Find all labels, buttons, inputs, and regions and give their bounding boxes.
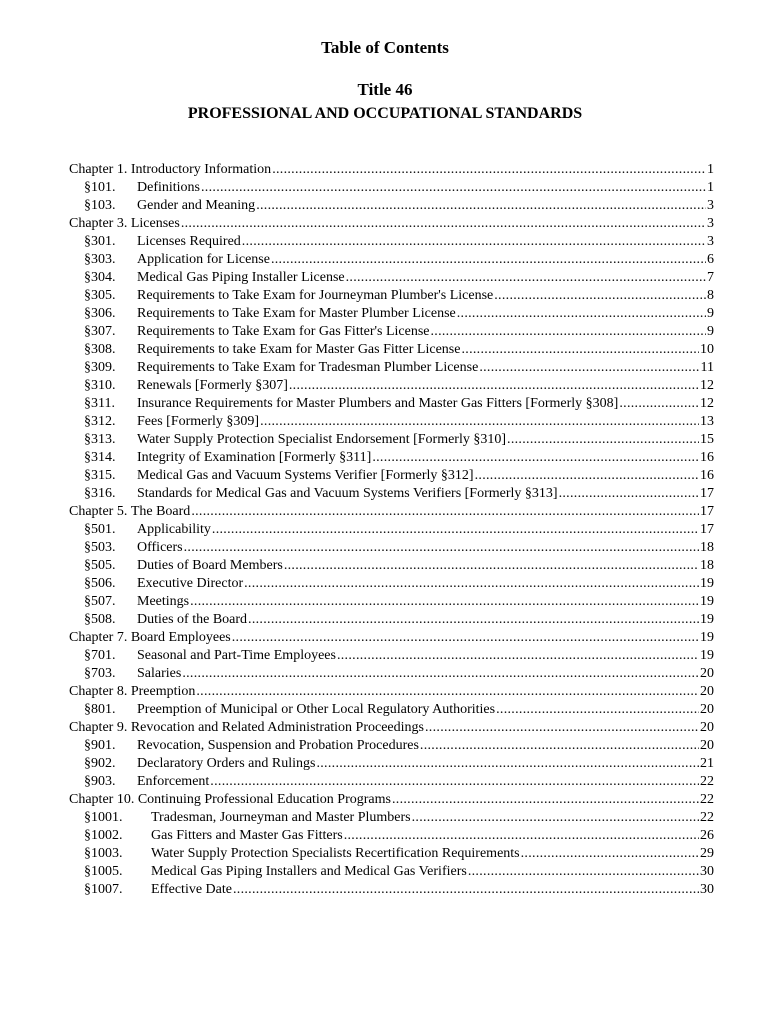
dot-leader	[190, 593, 699, 611]
dot-leader	[479, 359, 699, 377]
page-number: 19	[700, 576, 714, 591]
section-number: §503.	[84, 540, 116, 555]
toc-section-row[interactable]	[69, 863, 714, 881]
section-title: Executive Director	[137, 576, 244, 591]
section-title: Medical Gas Piping Installers and Medical Gas Verifiers	[151, 864, 467, 879]
chapter-number: Chapter 8.	[69, 684, 128, 699]
section-number: §501.	[84, 522, 116, 537]
toc-section-row[interactable]	[69, 323, 714, 341]
page-number: 17	[700, 522, 714, 537]
section-number: §1005.	[84, 864, 123, 879]
page-number: 26	[700, 828, 714, 843]
section-number: §508.	[84, 612, 116, 627]
toc-section-row[interactable]	[69, 521, 714, 539]
dot-leader	[260, 413, 699, 431]
page-number: 16	[700, 450, 714, 465]
section-number: §315.	[84, 468, 116, 483]
section-title: Insurance Requirements for Master Plumbers and Master Gas Fitters [Formerly §308]	[137, 396, 619, 411]
toc-title: Table of Contents	[321, 38, 449, 57]
section-title: Preemption of Municipal or Other Local Regulatory Authorities	[137, 702, 496, 717]
dot-leader	[181, 215, 706, 233]
page-number: 12	[700, 378, 714, 393]
document-subtitle: PROFESSIONAL AND OCCUPATIONAL STANDARDS	[187, 105, 583, 122]
page-number: 20	[700, 738, 714, 753]
section-title: Officers	[137, 540, 183, 555]
section-title: Requirements to Take Exam for Journeyman Plumber's License	[137, 288, 494, 303]
section-number: §101.	[84, 180, 116, 195]
page-number: 3	[707, 198, 714, 213]
section-number: §304.	[84, 270, 116, 285]
section-number: §902.	[84, 756, 116, 771]
section-title: Revocation, Suspension and Probation Procedures	[137, 738, 419, 753]
dot-leader	[232, 629, 699, 647]
toc-section-row[interactable]	[69, 701, 714, 719]
chapter-number: Chapter 9.	[69, 720, 128, 735]
dot-leader	[346, 269, 706, 287]
dot-leader	[248, 611, 699, 629]
section-title: Enforcement	[137, 774, 210, 789]
chapter-title: Introductory Information	[130, 162, 272, 177]
toc-section-row[interactable]	[69, 449, 714, 467]
section-number: §1007.	[84, 882, 123, 897]
section-title: Water Supply Protection Specialists Recertification Requirements	[151, 846, 520, 861]
section-title: Medical Gas and Vacuum Systems Verifier [Formerly §312]	[137, 468, 474, 483]
dot-leader	[184, 539, 699, 557]
dot-leader	[507, 431, 699, 449]
section-title: Medical Gas Piping Installer License	[137, 270, 345, 285]
toc-chapter-row[interactable]	[69, 683, 714, 701]
page-number: 18	[700, 540, 714, 555]
toc-section-row[interactable]	[69, 377, 714, 395]
section-number: §303.	[84, 252, 116, 267]
chapter-number: Chapter 3.	[69, 216, 128, 231]
page-number: 9	[707, 306, 714, 321]
chapter-title: Continuing Professional Education Programs	[137, 792, 391, 807]
dot-leader	[372, 449, 699, 467]
section-title: Duties of Board Members	[137, 558, 283, 573]
dot-leader	[496, 701, 699, 719]
chapter-number: Chapter 10.	[69, 792, 135, 807]
toc-section-row[interactable]	[69, 881, 714, 899]
toc-section-row[interactable]	[69, 755, 714, 773]
page-number: 19	[700, 648, 714, 663]
toc-chapter-row[interactable]	[69, 719, 714, 737]
section-number: §314.	[84, 450, 116, 465]
toc-section-row[interactable]	[69, 341, 714, 359]
page-number: 10	[700, 342, 714, 357]
page-number: 15	[700, 432, 714, 447]
page-number: 22	[700, 774, 714, 789]
dot-leader	[201, 179, 706, 197]
section-number: §313.	[84, 432, 116, 447]
section-number: §901.	[84, 738, 116, 753]
section-title: Gas Fitters and Master Gas Fitters	[151, 828, 343, 843]
section-title: Seasonal and Part-Time Employees	[137, 648, 336, 663]
section-number: §1003.	[84, 846, 123, 861]
section-number: §301.	[84, 234, 116, 249]
toc-section-row[interactable]	[69, 773, 714, 791]
dot-leader	[284, 557, 699, 575]
section-title: Effective Date	[151, 882, 232, 897]
dot-leader	[457, 305, 706, 323]
dot-leader	[430, 323, 706, 341]
section-number: §701.	[84, 648, 116, 663]
dot-leader	[182, 665, 699, 683]
section-number: §308.	[84, 342, 116, 357]
page-number: 19	[700, 630, 714, 645]
section-number: §1002.	[84, 828, 123, 843]
toc-section-row[interactable]	[69, 197, 714, 215]
toc-section-row[interactable]	[69, 611, 714, 629]
section-title: Duties of the Board	[137, 612, 248, 627]
page-number: 19	[700, 594, 714, 609]
dot-leader	[289, 377, 699, 395]
page-number: 9	[707, 324, 714, 339]
dot-leader	[412, 809, 699, 827]
section-title: Requirements to take Exam for Master Gas Fitter License	[137, 342, 461, 357]
dot-leader	[559, 485, 699, 503]
page-number: 30	[700, 864, 714, 879]
toc-section-row[interactable]	[69, 251, 714, 269]
toc-section-row[interactable]	[69, 269, 714, 287]
dot-leader	[392, 791, 699, 809]
section-title: Requirements to Take Exam for Gas Fitter's License	[137, 324, 430, 339]
toc-section-row[interactable]	[69, 809, 714, 827]
chapter-title: Revocation and Related Administration Proceedings	[130, 720, 424, 735]
section-number: §505.	[84, 558, 116, 573]
toc-section-row[interactable]	[69, 305, 714, 323]
section-title: Standards for Medical Gas and Vacuum Systems Verifiers [Formerly §313]	[137, 486, 558, 501]
page-number: 29	[700, 846, 714, 861]
section-number: §801.	[84, 702, 116, 717]
page-number: 3	[707, 234, 714, 249]
toc-section-row[interactable]	[69, 557, 714, 575]
section-number: §1001.	[84, 810, 123, 825]
section-title: Integrity of Examination [Formerly §311]	[137, 450, 372, 465]
document-title: Title 46	[357, 80, 413, 99]
page-number: 16	[700, 468, 714, 483]
dot-leader	[494, 287, 706, 305]
page-number: 18	[700, 558, 714, 573]
page-number: 3	[707, 216, 714, 231]
toc-section-row[interactable]	[69, 413, 714, 431]
page-number: 11	[700, 360, 714, 375]
dot-leader	[420, 737, 699, 755]
chapter-number: Chapter 5.	[69, 504, 128, 519]
section-title: Requirements to Take Exam for Master Plumber License	[137, 306, 456, 321]
page-number: 1	[707, 180, 714, 195]
dot-leader	[271, 251, 706, 269]
chapter-title: Board Employees	[130, 630, 231, 645]
toc-chapter-row[interactable]	[69, 215, 714, 233]
dot-leader	[256, 197, 706, 215]
section-title: Fees [Formerly §309]	[137, 414, 260, 429]
page-number: 17	[700, 504, 714, 519]
dot-leader	[337, 647, 699, 665]
toc-section-row[interactable]	[69, 593, 714, 611]
dot-leader	[521, 845, 699, 863]
chapter-title: The Board	[130, 504, 191, 519]
dot-leader	[475, 467, 699, 485]
section-title: Gender and Meaning	[137, 198, 256, 213]
dot-leader	[468, 863, 699, 881]
toc-chapter-row[interactable]	[69, 629, 714, 647]
page-number: 8	[707, 288, 714, 303]
section-number: §507.	[84, 594, 116, 609]
section-number: §312.	[84, 414, 116, 429]
section-number: §306.	[84, 306, 116, 321]
section-number: §305.	[84, 288, 116, 303]
page-number: 7	[707, 270, 714, 285]
toc-section-row[interactable]	[69, 827, 714, 845]
section-number: §103.	[84, 198, 116, 213]
page-number: 13	[700, 414, 714, 429]
toc-section-row[interactable]	[69, 845, 714, 863]
toc-section-row[interactable]	[69, 665, 714, 683]
dot-leader	[619, 395, 699, 413]
page-number: 20	[700, 666, 714, 681]
page-number: 22	[700, 792, 714, 807]
page-number: 20	[700, 702, 714, 717]
chapter-title: Licenses	[130, 216, 180, 231]
toc-section-row[interactable]	[69, 359, 714, 377]
page-number: 17	[700, 486, 714, 501]
section-number: §309.	[84, 360, 116, 375]
toc-section-row[interactable]	[69, 179, 714, 197]
dot-leader	[272, 161, 706, 179]
dot-leader	[196, 683, 699, 701]
dot-leader	[244, 575, 699, 593]
section-number: §307.	[84, 324, 116, 339]
section-title: Definitions	[137, 180, 200, 195]
page-number: 30	[700, 882, 714, 897]
section-title: Salaries	[137, 666, 182, 681]
page-number: 12	[700, 396, 714, 411]
table-of-contents	[69, 161, 714, 899]
section-number: §310.	[84, 378, 116, 393]
toc-section-row[interactable]	[69, 575, 714, 593]
section-title: Meetings	[137, 594, 190, 609]
dot-leader	[242, 233, 706, 251]
toc-section-row[interactable]	[69, 485, 714, 503]
page-number: 6	[707, 252, 714, 267]
toc-section-row[interactable]	[69, 395, 714, 413]
section-title: Requirements to Take Exam for Tradesman Plumber License	[137, 360, 479, 375]
section-title: Renewals [Formerly §307]	[137, 378, 288, 393]
section-number: §311.	[84, 396, 115, 411]
dot-leader	[425, 719, 699, 737]
dot-leader	[210, 773, 699, 791]
section-number: §903.	[84, 774, 116, 789]
toc-chapter-row[interactable]	[69, 161, 714, 179]
toc-section-row[interactable]	[69, 431, 714, 449]
toc-chapter-row[interactable]	[69, 503, 714, 521]
section-title: Water Supply Protection Specialist Endorsement [Formerly §310]	[137, 432, 507, 447]
section-title: Licenses Required	[137, 234, 241, 249]
toc-chapter-row[interactable]	[69, 791, 714, 809]
page-number: 19	[700, 612, 714, 627]
toc-section-row[interactable]	[69, 233, 714, 251]
toc-section-row[interactable]	[69, 647, 714, 665]
section-title: Tradesman, Journeyman and Master Plumbers	[151, 810, 411, 825]
dot-leader	[233, 881, 699, 899]
dot-leader	[212, 521, 699, 539]
chapter-number: Chapter 7.	[69, 630, 128, 645]
section-title: Applicability	[137, 522, 211, 537]
section-number: §316.	[84, 486, 116, 501]
page-number: 22	[700, 810, 714, 825]
dot-leader	[344, 827, 699, 845]
toc-section-row[interactable]	[69, 287, 714, 305]
chapter-title: Preemption	[130, 684, 196, 699]
page-number: 20	[700, 684, 714, 699]
section-title: Application for License	[137, 252, 270, 267]
dot-leader	[461, 341, 699, 359]
page-number: 20	[700, 720, 714, 735]
toc-section-row[interactable]	[69, 539, 714, 557]
page-number: 21	[700, 756, 714, 771]
section-number: §703.	[84, 666, 116, 681]
section-title: Declaratory Orders and Rulings	[137, 756, 316, 771]
toc-section-row[interactable]	[69, 737, 714, 755]
section-number: §506.	[84, 576, 116, 591]
toc-section-row[interactable]	[69, 467, 714, 485]
chapter-number: Chapter 1.	[69, 162, 128, 177]
dot-leader	[316, 755, 699, 773]
dot-leader	[191, 503, 699, 521]
page-number: 1	[707, 162, 714, 177]
